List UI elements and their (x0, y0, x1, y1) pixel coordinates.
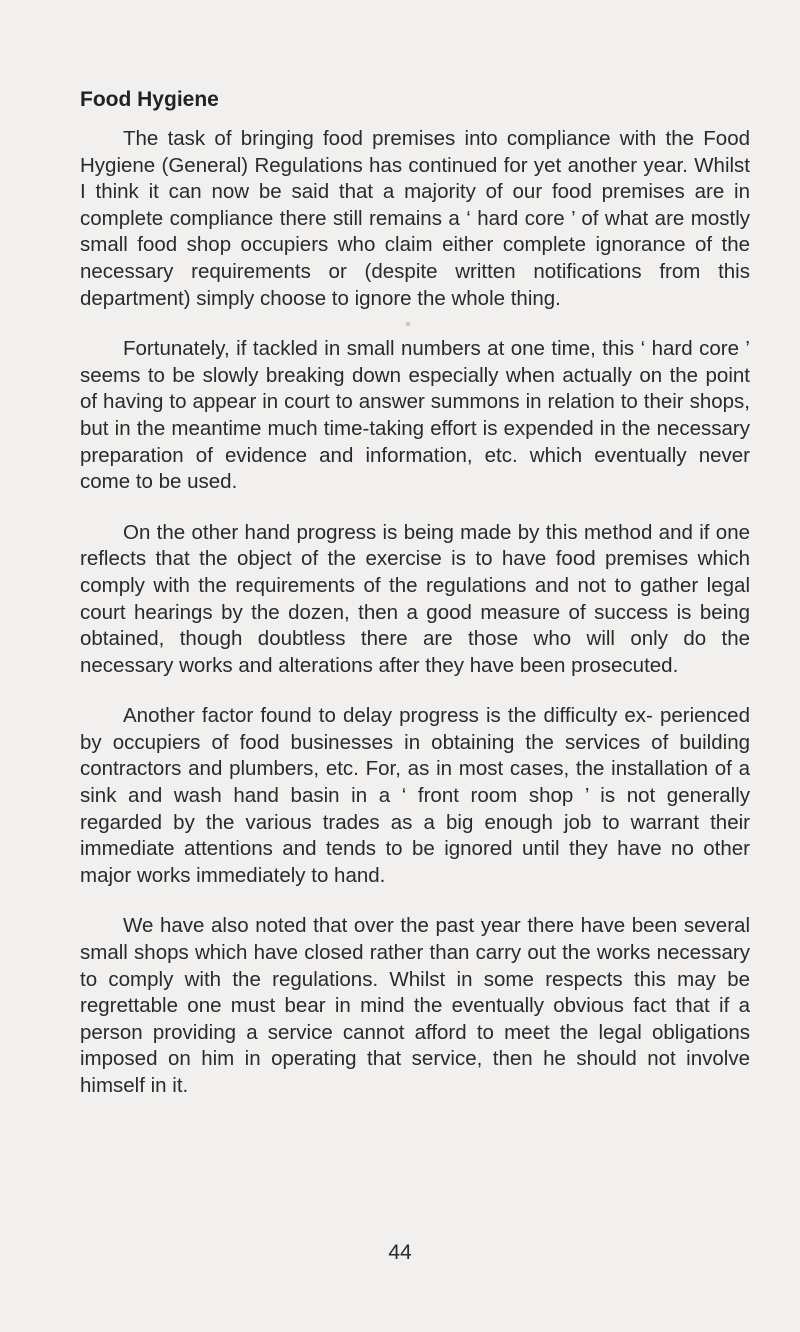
paragraph-2: Fortunately, if tackled in small numbers at one time, this ‘ hard core ’ seems to be slowly breaking down especially when actually on the point of having to appear in court to answer summons in relation to their shops, but in the meantime much time-taking effort is expended in the necessary preparation of evidence and information, etc. which eventually never come to be used. (80, 337, 750, 494)
paragraph-5: We have also noted that over the past year there have been several small shops which have closed rather than carry out the works necessary to comply with the regulations. Whilst in some respects this may be regrettable one must bear in mind the eventually obvious fact that if a person providing a service cannot afford to meet the legal obligations imposed on him in operating that service, then he should not involve himself in it. (80, 914, 750, 1097)
section-heading: Food Hygiene (80, 88, 219, 111)
body-text (80, 126, 750, 1100)
paragraph-4: Another factor found to delay progress is the difficulty ex- perienced by occupiers of food businesses in obtaining the services of building contractors and plumbers, etc. For, as in most cases, the installation of a sink and wash hand basin in a ‘ front room shop ’ is not generally regarded by the various trades as a big enough job to warrant their immediate attentions and tends to be ignored until they have no other major works immediately to hand. (80, 704, 750, 887)
paper-speck (406, 322, 410, 326)
paragraph-1: The task of bringing food premises into compliance with the Food Hygiene (General) Regulations has continued for yet another year. Whilst I think it can now be said that a majority of our food premises are in complete compliance there still remains a ‘ hard core ’ of what are mostly small food shop occupiers who claim either complete ignorance of the necessary requirements or (despite written notifications from this department) simply choose to ignore the whole thing. (80, 127, 750, 310)
page-number: 44 (388, 1241, 412, 1264)
paragraph-3: On the other hand progress is being made by this method and if one reflects that the object of the exercise is to have food premises which comply with the requirements of the regulations and not to gather legal court hearings by the dozen, then a good measure of success is being obtained, though doubtless there are those who will only do the necessary works and alterations after they have been prosecuted. (80, 520, 750, 677)
